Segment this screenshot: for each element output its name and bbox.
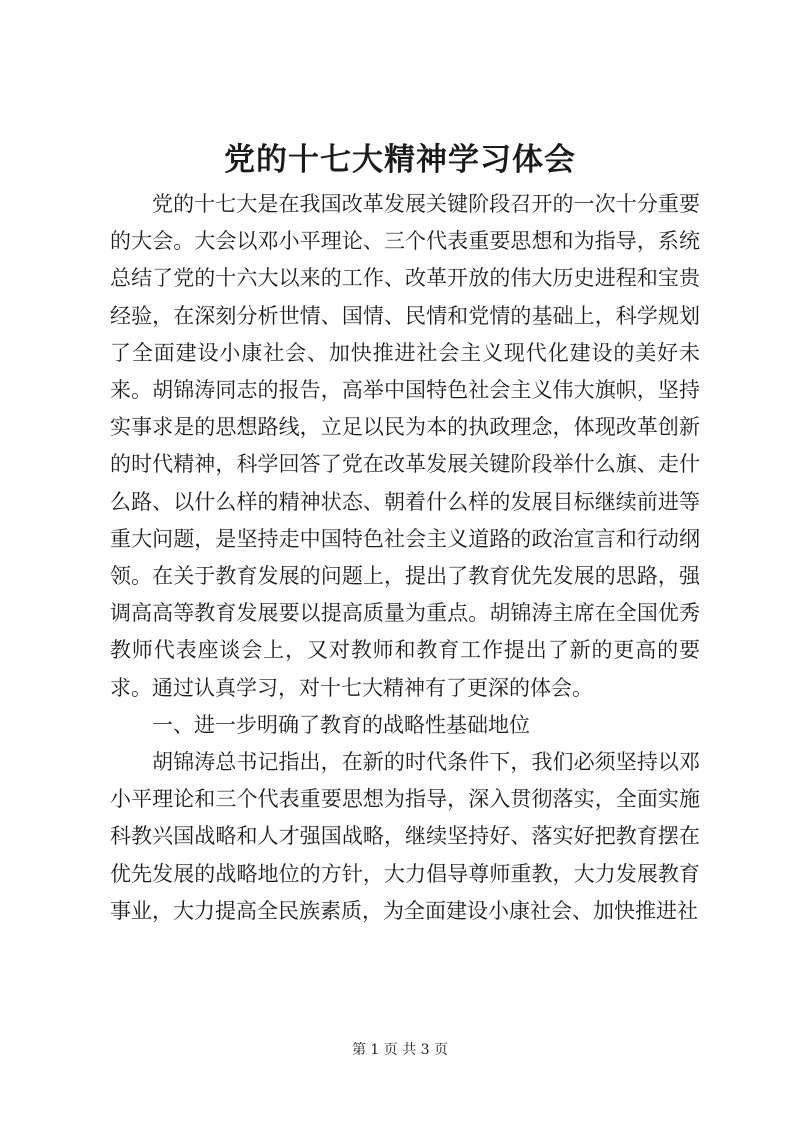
section-heading: 一、进一步明确了教育的战略性基础地位 (152, 712, 530, 737)
page-footer: 第 1 页 共 3 页 (351, 1042, 449, 1058)
paragraph-intro: 党的十七大是在我国改革发展关键阶段召开的一次十分重要的大会。大会以邓小平理论、三个代表重要思想和为指导，系统总结了党的十六大以来的工作、改革开放的伟大历史进程和宝贵经验，在深刻分析世情、国情、民情和党情的基础上，科学规划了全面建设小康社会、加快推进社会主义现代化建设的美好未来。胡锦涛同志的报告，高举中国特色社会主义伟大旗帜，坚持实事求是的思想路线，立足以民为本的执政理念，体现改革创新的时代精神，科学回答了党在改革发展关键阶段举什么旗、走什么路、以什么样的精神状态、朝着什么样的发展目标继续前进等重大问题，是坚持走中国特色社会主义道路的政治宣言和行动纲领。在关于教育发展的问题上，提出了教育优先发展的思路，强调高高等教育发展要以提高质量为重点。胡锦涛主席在全国优秀教师代表座谈会上，又对教师和教育工作提出了新的更高的要求。通过认真学习，对十七大精神有了更深的体会。 (110, 192, 700, 700)
paragraph-section-1: 胡锦涛总书记指出，在新的时代条件下，我们必须坚持以邓小平理论和三个代表重要思想为指导，深入贯彻落实，全面实施科教兴国战略和人才强国战略，继续坚持好、落实好把教育摆在优先发展的战略地位的方针，大力倡导尊师重教，大力发展教育事业，大力提高全民族素质，为全面建设小康社会、加快推进社 (110, 750, 700, 923)
document-body (110, 186, 700, 930)
document-title: 党的十七大精神学习体会 (224, 142, 576, 178)
